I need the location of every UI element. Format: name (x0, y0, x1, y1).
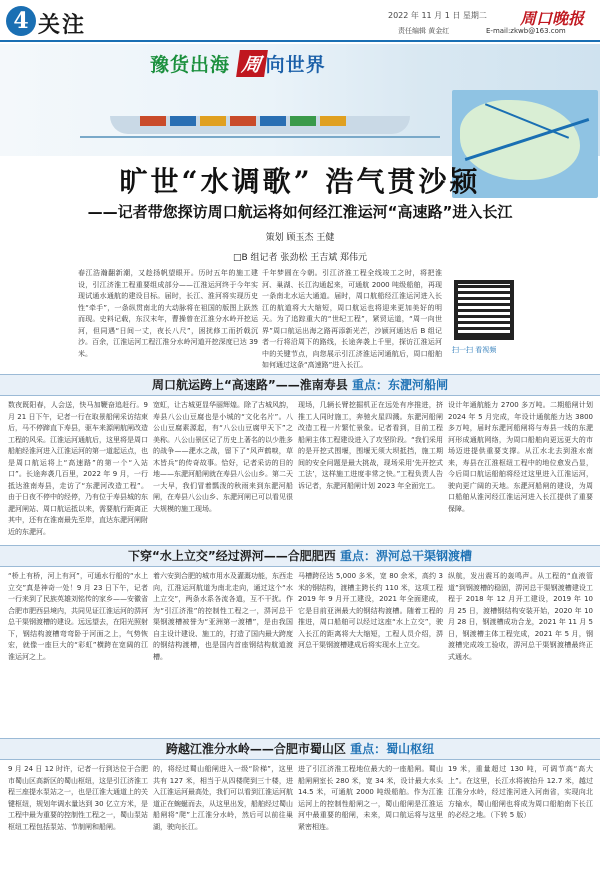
section-heading-shushan (0, 738, 600, 760)
newspaper-logo: 周口晚报 (520, 9, 585, 28)
section1-column-4: 设计年通航能力 2700 多万吨。二期船闸计划 2024 年 5 月完成，年设计通航能力达 3800 多万吨，届时东淝河船闸将与寿县一线的东淝河形成通航网络，为周口船舶向更远更大的市场迈进提供重要支撑。从江水北去到淮水南来，寿县在江淮枢纽工程中的地位愈发凸显，今后周口航运船舶将经过这里进入江淮运河，驶向更广阔的天地。东淝河船闸的建设，为周口船舶从淮河经江淮运河进入长江提供了重要保障。 (448, 401, 593, 513)
banner-title-part2: 周 (236, 50, 268, 77)
qr-code[interactable] (454, 280, 514, 340)
cargo-ship-graphic (80, 108, 440, 138)
section2-column-3: 马槽跨径达 5,000 多米，宽 80 余米，高约 3 米的钢结构，渡槽主跨长约 110 米，这项工程 2019 年 9 月开工建设，2021 年全面建成，它是目前亚洲最大的钢结构渡槽。随着工程的推进，周口船舶可以经过这座“水上立交”，驶入长江的距离将大大缩短，工程人员介绍，淠河总干渠钢渡槽建成后将实现水上立交。 (298, 572, 443, 649)
section3-column-3: 进了引江济淮工程地位最大的一座船闸。蜀山船闸闸室长 280 米，宽 34 米，设计最大水头 14.5 米，可通航 2000 吨级船舶。作为江淮运河上的控制性船闸之一，蜀山船闸是江淮运河中最重要的船闸，未来，周口航运将与这里紧密相连。 (298, 765, 443, 831)
reporter-credit: □B 组记者 张劲松 王吉斌 郑伟元 (232, 253, 368, 263)
editor-credit: 责任编辑 黄金红 (398, 27, 450, 35)
section-key: 重点：淠河总干渠钢渡槽 (339, 549, 472, 563)
section-name: 关注 (38, 12, 87, 38)
section-key: 重点：蜀山枢纽 (350, 742, 435, 756)
article-title: 旷世“水调歌” 浩气贯沙颍 (119, 165, 481, 198)
section-heading-feixi (0, 545, 600, 567)
issue-date: 2022 年 11 月 1 日 星期二 (388, 11, 487, 20)
section2-column-2: 着六安到合肥的城市用水及灌溉功能，东西走向，江淮运河航道为南北走向，通过这个“水上立交”，两条水系各流各道，互不干扰。作为“引江济淮”的控制性工程之一，淠河总干渠钢渡槽被誉为“亚洲第一渡槽”，是由我国自主设计建设、施工的，打造了国内最大跨度的钢结构渡槽，也是国内首座钢结构航道渡槽。 (153, 572, 293, 661)
header-divider (0, 40, 600, 42)
banner-title-part1: 豫货出海 (150, 54, 231, 76)
page-number: 4 (6, 6, 36, 36)
section1-column-3: 现场，几辆长臂挖掘机正在远处有序推进，挤推工人同时施工，奔驰火星四溅。东淝河船闸改造工程一片繁忙景象。记者看到，目前工程船闸主体工程建设进入了攻坚阶段。“我们采用的是开挖式围堰，围堰无须大坝抵挡，施工期间的安全问题是最大挑战，现场采用‘先开挖式工法’，这样施工进度非常之快。”工程负责人告诉记者，东淝河船闸计划 2023 年全面完工。 (298, 401, 443, 490)
section-title: 周口航运跨上“高速路”——淮南寿县 (152, 378, 348, 392)
section-title: 下穿“水上立交”经过淠河——合肥肥西 (128, 549, 336, 563)
section-key: 重点：东淝河船闸 (351, 378, 448, 392)
section3-column-4: 19 米，重量超过 130 吨，可调节高“高大上”。在这里，长江水将被抬升 12.7 米，越过江淮分水岭，经过淮河进入河南省，实现向北方输水，蜀山船闸也将成为周口船舶南下长江的必经之地。（下转 5 版） (448, 765, 593, 819)
intro-column-2: 千年梦圆在今朝。引江济淮工程全线竣工之时，将把淮河、巢湖、长江沟通起来，可通航 2000 吨级船舶，再现一条南北水运大通道。届时，周口航船经江淮运河进入长江的航道将大大缩短，周口航运也将迎来更加美好的明天。为了追踪重大的“世纪工程”，紧贸运道，“周一向世界”周口航运出海之路再添新光芒，沙颍河通达后 B 组记者一行将沿周下的路线，长途奔袭上千里，探访江淮运河中的关键节点，向您展示引江济淮运河通航后，周口船舶如何通过这条“高速路”进入长江。 (262, 269, 442, 369)
section1-column-2: 宽虹，让古城更显华丽辉煌。除了古城风韵，寿县八公山豆腐也是小城的“文化名片”。八公山豆腐素源起，有“八公山豆腐甲天下”之美称。八公山景区记了历史上著名的以少胜多的战争——淝水之战，留下了“风声鹤唳，草木皆兵”的传奇故事。恰好，记者采访的目的地——东淝河船闸就在寿县八公山乡。第二天一大早，我们冒着瓢泼的秋雨来到东淝河船闸，在寿县八公山乡、东淝河闸已可以看见很大规模的施工现场。 (153, 401, 293, 513)
intro-column-1: 春江浩瀚翻新潮，又趁扬帆望眼开。历时五年的施工建设，引江济淮工程重要组成部分——江淮运河终于今年实现试通水通航的建设目标。届时，长江、淮河将实现历史性“牵手”，一条纵贯南北的大动脉将在祖国的版图上跃然而现。史料记载，东汉末年，曹操曾在江淮分水岭开挖运河，但同遇“日间一丈，夜长八尺”，困扰修工而折戟沉沙。百余，江淮运河工程江淮分水岭河道开挖深度已达 39 米。 (78, 269, 258, 358)
article-subtitle: ——记者带您探访周口航运将如何经江淮运河“高速路”进入长江 (87, 203, 513, 221)
banner-title-part3: 向世界 (265, 54, 326, 76)
section3-column-1: 9 月 24 日 12 时许，记者一行到达位于合肥市蜀山区高新区的蜀山枢纽，这是引江济淮工程三座提水泵站之一，也是江淮大通道上的关键枢纽，规划年调水量达到 30 亿立方米，是工程中最为重要的控制性工程之一，蜀山泵站枢纽工程包括泵站、节制闸和船闸。 (8, 765, 148, 831)
planner-credit: 策划 顾玉杰 王健 (265, 233, 335, 243)
section-heading-shouxian (0, 374, 600, 396)
section2-column-4: 纵航，发出震耳的轰鸣声。从工程的“血液管道”到钢渡槽的稳固，淠河总干渠钢渡槽建设工程于 2018 年 12 月开工建设，2019 年 10 月 25 日，渡槽钢结构安装开始，2020 年 10 月 28 日，钢渡槽成功合龙，2021 年 11 月 5 日，钢渡槽主体工程完成，2021 年 5 月，钢渡槽完成竣工验收，淠河总干渠钢渡槽最终正式通水。 (448, 572, 593, 661)
section2-column-1: “桥上有桥，河上有河”，可通水行船的“水上立交”真是神奇一处！9 月 23 日下午，记者一行来到了民族英雄刘铭传的家乡——安徽省合肥市肥西县境内，共同见证江淮运河的淠河总干渠钢渡槽的建设。远远望去，在阳光照射下，钢结构渡槽弯弯卧于河面之上，气势恢宏，就像一座巨大的“彩虹”横跨在宽阔的江淮运河之上。 (8, 572, 148, 661)
section3-column-2: 的，将经过蜀山船闸进入一级“阶梯”，这里共有 127 米，相当于从四楼爬到三十楼，进入江淮运河最高处，我们可以看到江淮运河航道正在蜿蜒而去，从这里出发，船舶经过蜀山船闸将“爬”上江淮分水岭，然后可以前往巢湖，驶向长江。 (153, 765, 293, 831)
section-title: 跨越江淮分水岭——合肥市蜀山区 (165, 742, 346, 756)
qr-label: 扫一扫 看视频 (452, 346, 497, 354)
banner-title (150, 50, 326, 77)
contact-email: E-mail:zkwb@163.com (486, 27, 566, 35)
section1-column-1: 数夜既阳春，人会送，快马加鞭奋追赶行。9 月 21 日下午，记者一行在取景船闸采访结束后，马不停蹄直下寿县，驱车来源闸航闸改造工程的风采。江淮运河通航后，这里将是周口船舶经淮河进入江淮运河的第一道起运点，也是周口航运将上“高速路”的第一个“入站口”。长途奔袭几百里，2022 年 9 月，一行抵达淮南寿县，走访了“东淝河改造工程”。由于日夜不停中的经停，乃有位于寿县城的东淝河闸站、周口航运抵以来，需要航行距离正其中，还有在淮南最先至岸，直达东淝河闸附近的东淝河。 (8, 401, 148, 536)
